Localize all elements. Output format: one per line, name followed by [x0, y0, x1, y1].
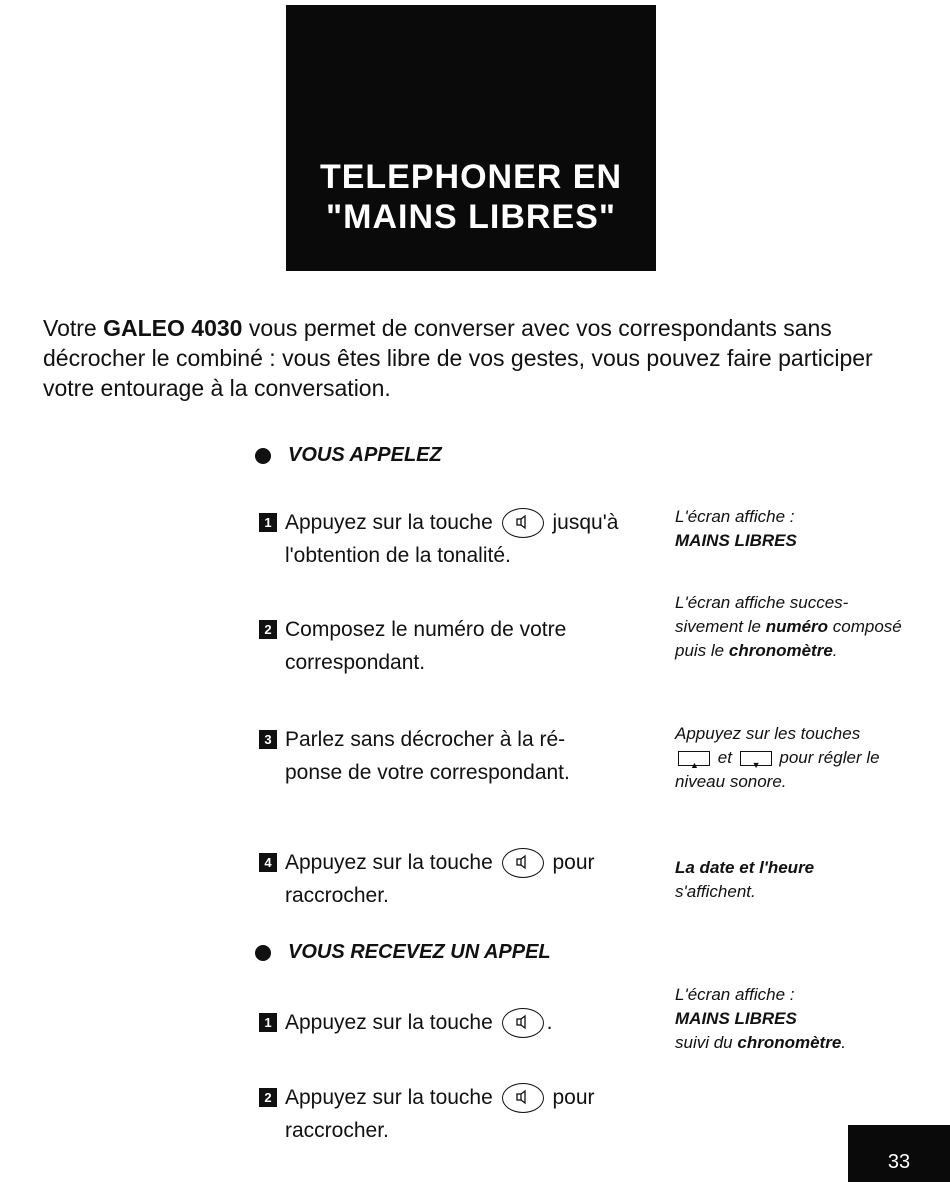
note-bold-2: chronomètre	[728, 641, 833, 660]
step-number: 2	[259, 1088, 277, 1107]
title-box	[286, 5, 656, 271]
speaker-key-icon	[502, 1008, 544, 1038]
note-bold: MAINS LIBRES	[675, 1009, 797, 1028]
step-number: 4	[259, 853, 277, 872]
step-text-after: pour raccrocher.	[285, 1086, 595, 1142]
note-bold-1: numéro	[765, 617, 829, 636]
step-text-after: pour raccrocher.	[285, 851, 595, 907]
page-title	[320, 157, 622, 237]
page-number-box	[848, 1125, 950, 1182]
intro-paragraph	[43, 313, 923, 403]
note-receive	[675, 983, 925, 1055]
section-heading-call	[255, 444, 442, 467]
speaker-key-icon	[502, 848, 544, 878]
note-bold: MAINS LIBRES	[675, 531, 797, 550]
section-heading-call-text: VOUS APPELEZ	[288, 444, 442, 466]
note-rest: s'affichent.	[675, 882, 756, 901]
note-and: et	[717, 748, 732, 767]
step-text: Parlez sans décrocher à la ré- ponse de votre correspondant.	[285, 728, 570, 784]
call-step-3	[259, 723, 619, 789]
title-line-2: "MAINS LIBRES"	[326, 198, 616, 236]
note-end: .	[832, 641, 838, 660]
section-heading-receive-text: VOUS RECEVEZ UN APPEL	[288, 941, 551, 963]
down-arrow-key-icon: ▼	[740, 751, 772, 766]
step-text-after: jusqu'à l'obtention de la tonalité.	[285, 511, 619, 567]
note-pre: Appuyez sur les touches	[675, 724, 861, 743]
step-number: 2	[259, 620, 277, 639]
step-number: 1	[259, 1013, 277, 1032]
title-line-1: TELEPHONER EN	[319, 158, 623, 196]
step-text-before: Appuyez sur la touche	[285, 1011, 493, 1034]
speaker-key-icon	[502, 1083, 544, 1113]
bullet-icon	[255, 448, 271, 464]
call-step-4	[259, 846, 649, 912]
step-number: 3	[259, 730, 277, 749]
step-text-before: Appuyez sur la touche	[285, 511, 493, 534]
product-name: GALEO 4030	[103, 315, 243, 341]
note-bold: La date et l'heure	[675, 858, 815, 877]
receive-step-2	[259, 1081, 649, 1147]
receive-step-1	[259, 1006, 659, 1039]
bullet-icon	[255, 945, 271, 961]
section-heading-receive	[255, 941, 551, 964]
note-end: .	[841, 1033, 847, 1052]
note-line: L'écran affiche :	[675, 507, 795, 526]
note-call-4	[675, 856, 925, 904]
step-text-before: Appuyez sur la touche	[285, 1086, 493, 1109]
step-text-after: .	[546, 1011, 553, 1034]
step-text: Composez le numéro de votre correspondant.	[285, 618, 567, 674]
note-call-3	[675, 722, 895, 794]
note-mid: composé puis le	[675, 617, 902, 660]
note-bold-2: chronomètre	[737, 1033, 842, 1052]
note-call-2	[675, 591, 905, 663]
intro-rest: vous permet de converser avec vos correspondants sans décrocher le combiné : vous êtes libre de vos gestes, vous pouvez faire participer votre entourage à la conversation.	[43, 315, 873, 401]
note-pre: suivi du	[675, 1033, 738, 1052]
speaker-key-icon	[502, 508, 544, 538]
step-text-before: Appuyez sur la touche	[285, 851, 493, 874]
page-number: 33	[887, 1151, 911, 1173]
call-step-2	[259, 613, 619, 679]
note-line: L'écran affiche :	[675, 985, 795, 1004]
note-post: pour régler le niveau sonore.	[675, 748, 880, 791]
step-number: 1	[259, 513, 277, 532]
up-arrow-key-icon: ▲	[678, 751, 710, 766]
note-call-1	[675, 505, 925, 553]
note-pre: L'écran affiche succes- sivement le	[675, 593, 849, 636]
call-step-1	[259, 506, 659, 572]
intro-prefix: Votre	[43, 315, 104, 341]
